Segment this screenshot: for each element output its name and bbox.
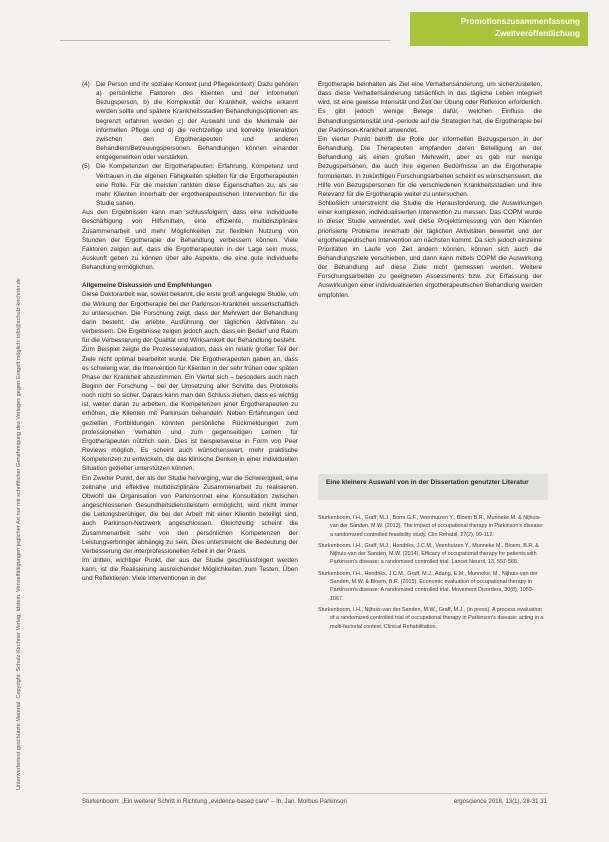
paragraph: Ein Zweiter Punkt, der als der Studie hervorging, war die Schwierigkeit, eine zeitnahe und effektive multidisziplinäre Zusammenarbeit zu realisieren. Obwohl die Organisation von Parkinsonnet eine Konsultation zwischen angeschlossenen Gesundheitsdienstleistern ermöglicht, wird nicht immer die Leitungsberühiger, die bei der Arbeit mit einer Klientin beteiligt sind, auch Parkinson-Netzwerk angeschlossen. Gleichzeitig scheint die Zusammenarbeit sehr von den persönlichen Kompetenzen der Leistungserbringer abhängig zu sein. Dies unterstreicht die Bedeutung der Verbesserung der interprofessionellen Arbeit in der Praxis. xyxy=(82,474,298,555)
section-header-box xyxy=(410,12,588,46)
paragraph: Im dritten, wichtiger Punkt, der aus der Studie geschlussfolgert werden kann, ist die Realisierung ausreichender Möglichkeiten zum Testen, Üben und Reflektieren. Viele Interventionen in der xyxy=(82,556,298,583)
header-rule xyxy=(60,40,390,41)
reference-item: Sturkenboom, I.H., Hendriks, J.C.M., Graff, M.J., Adang, E.M., Munneke, M., Nijhuis-van der Sanden, M.W. & Bloem, B.R. (2015). Economic evaluation of occupational therapy in Parkinson's disease: A randomized controlled trial. Movement Disorders, 30(8), 1059-1067. xyxy=(318,570,538,602)
paragraph: Schließlich unterstreicht die Studie die Herausforderung, die Auswirkungen einer komplexen, individualisierten Intervention zu messen. Das COPM wurde in dieser Studie verwendet, weil diese Projektsmessung von den Klienten priorisierte Probleme innerhalb der täglichen Aktivitäten bewertet und der ergotherapeutischen Intervention am nächsten kommt. Da sich jedoch einzelne Prioritäten im Laufe von Zeit ändern können, können sich auch die Behandlungsziele verschieben, und dann kann mittels COPM die Auswirkung der Behandlung auf diese Ziele nicht gemessen werden. Weitere Forschungsarbeiten zu geeigneten Assessments bzw. zur Erfassung der Auswirkungen einer individualisierten ergotherapeutischen Behandlung werden empfohlen. xyxy=(318,200,542,299)
paragraph: Ergotherapie beinhalten als Ziel eine Verhaltensänderung, um sicherzustellen, dass diese Verhaltensänderung tatsächlich in das tägliche Leben integriert wird, ist eine gewisse Intensität und Zeit der Übung oder Reflexion erforderlich. Es gibt jedoch wenige Belege dafür, welchen Einfluss die Behandlungsintensität und -periode auf die Strategien hat, die Ergotherapie bei der Parkinson-Krankheit anwendet. xyxy=(318,81,542,134)
copyright-side-note: Unterwerfertest geschützte Material: Copyright: Schulz-Kirchner Verlag, Idstein. Vervielfältigungen jeglicher Art nur mit schriftlicher Genehmigung des Verlages gegen Entgelt möglich: info@schulz-kirchner.de xyxy=(16,278,22,790)
list-text: Die Kompetenzen der Ergotherapeuten: Erfahrung, Kompetenz und Vertrauen in die eigenen Fähigkeiten spielten für die Ergotherapeuten eine Rolle. Für die meisten rankten diese Eigenschaften zu, als sie mehr Klienten innerhalb der ergotherapeutischen Intervention für die Studie sahen. xyxy=(96,163,298,208)
list-item xyxy=(82,80,298,162)
header-line-1: Promotionszusammenfassung xyxy=(460,17,580,26)
footer-rule xyxy=(82,793,548,794)
reference-item: Sturkenboom, I.H., Nijhuis-van der Sanden, M.W., Graff, M.J., (in press). A process evaluation of a randomized controlled trial of occupational therapy in Parkinson's disease: acting in a multi-factorial context. Clinical Rehabilitation. xyxy=(318,606,544,630)
paragraph: Aus den Ergebnissen kann man schlussfolgern, dass eine individuelle Beschäftigung von Hilfsmitteln, eine effiziente, multidisziplinäre Zusammenarbeit und mehr Möglichkeiten zur flexiblen Nutzung von Stunden der Ergotherapie die Behandlung verbessern können. Viele Faktoren zeigen auf, dass die Ergotherapeuten in der Lage sein muss, Auskunft geben zu können über alle Aspekte, die eine gute individuelle Behandlung ermöglichen. xyxy=(82,209,298,272)
list-number: (4) xyxy=(82,81,90,88)
right-column xyxy=(318,80,542,300)
list-text: Die Person und ihr sozialer Kontext (und Pflegekontext): Dazu gehören a) persönliche Faktoren des Klienten und der informellen Bezugsperson, b) die Komplexität der Krankheit, welche erkannt werden sollte und spätere Krankheitsstadien Behandlungsoptionen als begrenzt erfahren werden c) der Auswahl und die Merkmale der informellen Pflege und d) die rechtzeitige und korrekte Interaktion zwischen den Ergotherapeuten und anderen Behandlern/Betreuungspersonen. Behandlungen können einander entgegenwirken oder verstärken. xyxy=(96,81,298,162)
paragraph: Ein vierter Punkt betrifft die Rolle der informellen Bezugsperson in der Behandlung. Die Therapeuten empfanden deren Beteiligung an der Behandlung als einen großen Mehrwert, aber es gab nur wenige Bezugspersonen, die auch ihre eigenen Bedürfnisse an die Ergotherapie formulierten. In zukünftigen Forschungsarbeiten scheint es wünschenswert, die Hilfe von Bezugspersonen für die verschiedenen Krankheitsstadien und ihre Relevanz für die Ergotherapie weiter zu untersuchen. xyxy=(318,135,542,198)
list-number: (5) xyxy=(82,163,90,171)
reference-list xyxy=(318,514,546,634)
paragraph: Diese Doktorarbeit war, soweit bekannt, die erste groß angelegte Studie, um die Wirkung der Ergotherapie bei der Parkinson-Krankheit wissenschaftlich zu untersuchen. Die Forschung zeigt, dass der Mehrwert der Behandlung darin besteht, die erlebte Ausführung der täglichen Aktivitäten zu verbessern. Die Ergebnisse zeigen jedoch auch, dass ein Bedarf und Raum für die Verbesserung der Qualität und Wirksamkeit der Behandlung besteht. xyxy=(82,291,298,345)
literature-box-title: Eine kleinere Auswahl von in der Dissertation genutzter Literatur xyxy=(318,474,548,500)
reference-item: Sturkenboom, I.H., Graff, M.J., Hendriks, J.C.M., Veenhuizen Y., Munneke M., Bloem, B.R. & Nijhuis-van der Sanden, M.W. (2014). Efficacy of occupational therapy for patients with Parkinson's disease: a randomised controlled trial. Lancet Neurol, 13, 557-566. xyxy=(318,542,539,566)
header-line-2: Zweitveröffentlichung xyxy=(494,29,580,38)
left-column xyxy=(82,80,298,583)
footer-citation: Sturkenboom: „Ein weiterer Schritt in Richtung „evidence-based care“ – Ih. Jan. Morbus Parkinson xyxy=(82,798,347,805)
paragraph: Zum Beispiel zeigte die Prozessevaluation, dass ein relativ großer Teil der Ziele nicht optimal bearbeitet wurde. Die Ergotherapeuten gaben an, dass es schwierig war, die Intervention für Klienten in der sehr frühen oder späten Phase der Krankheit abzustimmen. Ein Viertel sich – besonders auch nach Beginn der Forschung – bei der Umsetzung aller Schritte des Protokolls noch nicht so sicher. Daraus kann man den Schluss ziehen, dass es wichtig ist, weiter daran zu arbeiten, die Kompetenzen jener Ergotherapeuten zu erhöhen, die Klienten mit Parkinson behandeln. Neben Erfahrungen und gezielten Fortbildungen könnten persönliche Rückmeldungen zum professionellen Verhalten und zum gegenseitigen Lernen für Ergotherapeuten nützlich sein. Dies ist beispielsweise in Form von Peer Reviews möglich. Es scheint auch wünschenswert, mehr praktische Kompetenzen zu entwickeln, die das klinische Denken in einer individuellen Situation gezielter unterstützen können. xyxy=(82,346,298,473)
reference-item: Sturkenboom, I.H., Graff, M.J., Borm G.F., Veenhuizen Y., Bloem B.R., Munneke M. & Nijhuis-van der Sanden, M.W. (2013). The impact of occupational therapy in Parkinson's disease: a randomized controlled feasibility study. Clin Rehabil, 27(2), 99-112. xyxy=(318,515,544,538)
list-item xyxy=(82,162,298,208)
section-heading: Allgemeine Diskussion und Empfehlungen xyxy=(82,282,212,290)
footer-journal-page: ergoscience 2018, 13(1), 28-31 31 xyxy=(453,798,547,805)
